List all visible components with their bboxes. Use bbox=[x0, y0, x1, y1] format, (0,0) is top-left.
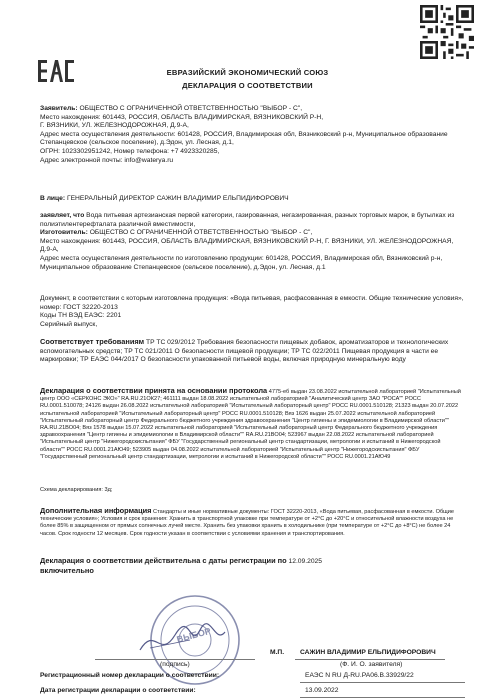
requirements-block bbox=[40, 338, 465, 365]
applicant-activity: Адрес места осуществления деятельности: 601428, РОССИЯ, Владимирская обл, Вязниковский р-н, Муниципальное образование Степанцевское (сельское поселение), д.Эдон, ул. Лесная, д.1, bbox=[40, 130, 448, 147]
maker-label: Изготовитель: bbox=[40, 229, 88, 237]
basis-text: 4775-еб выдан 23.08.2022 испытательной лабораторией "Испытательный центр ООО «СЕРКОНС ЭКО»" RA.RU.21ОК27; 461111 выдан 18.08.2022 испытательной лабораторией "Аналитический центр ЗАО "РОСА"" РОСС RU.0001.510078; 24126 выдан 26.08.2022 испытательной лабораторией "Испытательный лабораторный центр" РОСС RU.0001.510128; 21323 выдан 20.07.2022 испытательной лабораторией "Испытательный лабораторный центр" РОСС RU.0001.510128; Вяз 1626 выдан 25.07.2022 испытательной лабораторией "Испытательный лабораторный центр Федерального бюджетного учреждения здравоохранения "Центр гигиены и эпидемиологии в Владимирской области"" RA.RU.21ВО04; Вяз 1578 выдан 15.07.2022 испытательной лабораторией "Испытательный лабораторный центр Федерального бюджетного учреждения здравоохранения "Центр гигиены и эпидемиологии в Владимирской области"" RA.RU.21ВО04; 523967 выдан 22.08.2022 испытательной лабораторией "Испытательный центр "Нижегородскиспытания" ФБУ "Государственный региональный центр стандартизации, метрологии и испытаний в Нижегородской области"" РОСС RU.0001.21АЮ49; 523905 выдан 04.08.2022 испытательной лабораторией "Испытательный центр "Нижегородскиспытания" ФБУ "Государственный региональный центр стандартизации, метрологии и испытаний в Нижегородской области"" РОСС RU.0001.21АЮ49 bbox=[40, 389, 461, 460]
applicant-location: Место нахождения: 601443, РОССИЯ, ОБЛАСТЬ ВЛАДИМИРСКАЯ, ВЯЗНИКОВСКИЙ Р-Н, bbox=[40, 113, 324, 121]
signature-caption: (подпись) bbox=[160, 661, 190, 668]
applicant-location-2: Г. ВЯЗНИКИ, УЛ. ЖЕЛЕЗНОДОРОЖНАЯ, Д.9-А, bbox=[40, 122, 189, 130]
person-value: ГЕНЕРАЛЬНЫЙ ДИРЕКТОР САЖИН ВЛАДИМИР ЕЛЬПИДИФОРОВИЧ bbox=[66, 195, 289, 202]
maker-activity: Адрес места осуществления деятельности по изготовлению продукции: 601428, РОССИЯ, Владимирская обл, Вязниковский р-н, Муниципальное образование Степанцевское (сельское поселение), д.Эдон, ул. Лесная, д.1 bbox=[40, 254, 443, 271]
maker-name: ОБЩЕСТВО С ОГРАНИЧЕННОЙ ОТВЕТСТВЕННОСТЬЮ "ВЫБОР - С", bbox=[89, 229, 313, 237]
name-line bbox=[295, 659, 445, 660]
declares-label: заявляет, что bbox=[40, 212, 85, 219]
reg-date-label: Дата регистрации декларации о соответствии: bbox=[40, 687, 196, 694]
maker-location: Место нахождения: 601443, РОССИЯ, ОБЛАСТЬ ВЛАДИМИРСКАЯ, ВЯЗНИКОВСКИЙ Р-Н, Г. ВЯЗНИКИ, УЛ. ЖЕЛЕЗНОДОРОЖНАЯ, Д.9-А, bbox=[40, 237, 454, 254]
applicant-email: Адрес электронной почты: info@waterya.ru bbox=[40, 156, 174, 164]
reg-number-label: Регистрационный номер декларации о соответствии: bbox=[40, 672, 220, 679]
declares-text: Вода питьевая артезианская первой категории, газированная, негазированная, разных торговых марок, в бутылках из полиэтилентерефталата различной вместимости, bbox=[40, 212, 455, 228]
validity-tail: включительно bbox=[40, 565, 94, 575]
basis-label: Декларация о соответствии принята на основании протокола bbox=[40, 386, 268, 395]
person-label: В лице: bbox=[40, 195, 66, 202]
declares-block bbox=[40, 212, 465, 272]
reg-date: 13.09.2022 bbox=[305, 687, 339, 694]
additional-block bbox=[40, 507, 465, 538]
applicant-label: Заявитель: bbox=[40, 105, 78, 112]
person-block bbox=[40, 195, 465, 204]
name-caption: (Ф. И. О. заявителя) bbox=[340, 661, 403, 668]
union-title: ЕВРАЗИЙСКИЙ ЭКОНОМИЧЕСКИЙ СОЮЗ bbox=[166, 68, 329, 77]
additional-text: Стандарты и иные нормативные документы: ГОСТ 32220-2013, «Вода питьевая, расфасованная в емкости. Общие технические условия»; Условия и срок хранения: Хранить в транспортной упаковке при температуре от +2°С до +20°С и относительной влажности воздуха не более 85% в защищенном от прямых солнечных лучей месте. Хранить без упаковки хранить в холодильнике (при температуре от +2°С до +8°С) не более 24 часов. Срок годности 12 месяцев. Срок годности указан в соответствии с условиями хранения и транспортирования. bbox=[40, 509, 454, 537]
reg-date-line bbox=[300, 697, 465, 698]
additional-label: Дополнительная информация bbox=[40, 506, 152, 515]
signer-name: САЖИН ВЛАДИМИР ЕЛЬПИДИФОРОВИЧ bbox=[300, 649, 436, 656]
validity-label: Декларация о соответствии действительна с даты регистрации по bbox=[40, 556, 287, 565]
requirements-label: Соответствует требованиям bbox=[40, 337, 145, 346]
applicant-name: ОБЩЕСТВО С ОГРАНИЧЕННОЙ ОТВЕТСТВЕННОСТЬЮ "ВЫБОР - С", bbox=[79, 105, 303, 112]
applicant-block bbox=[40, 105, 465, 165]
document-codes: Коды ТН ВЭД ЕАЭС: 2201 bbox=[40, 312, 122, 320]
applicant-ogrn: ОГРН: 1023302951242, Номер телефона: +7 4923320285, bbox=[40, 147, 220, 155]
requirements-text: ТР ТС 029/2012 Требования безопасности пищевых добавок, ароматизаторов и технологических вспомогательных средств; ТР ТС 021/2011 О безопасности пищевой продукции; ТР ТС 022/2011 Пищевая продукция в части ее маркировки; ТР ЕАЭС 044/2017 О безопасности упакованной питьевой воды, включая природную минеральную воду bbox=[40, 339, 449, 364]
basis-block bbox=[40, 387, 465, 461]
doc-title: ДЕКЛАРАЦИЯ О СООТВЕТСТВИИ bbox=[182, 81, 313, 90]
document-serial: Серийный выпуск, bbox=[40, 320, 98, 328]
stamp-mp: М.П. bbox=[270, 649, 285, 656]
validity-date: 12.09.2025 bbox=[288, 558, 322, 565]
signature-line bbox=[95, 659, 255, 660]
document-block bbox=[40, 295, 465, 329]
reg-number-line bbox=[300, 682, 465, 683]
scheme: Схема декларирования: 3д; bbox=[40, 487, 113, 493]
validity-block bbox=[40, 557, 465, 575]
qr-code-icon bbox=[420, 5, 474, 59]
reg-number: ЕАЭС N RU Д-RU.РА06.В.33929/22 bbox=[305, 672, 414, 679]
signature-icon bbox=[130, 620, 230, 660]
seal-text: ВЫБОР bbox=[175, 625, 212, 645]
document-text: Документ, в соответствии с которым изготовлена продукция: «Вода питьевая, расфасованная в емкости. Общие технические условия», номер: ГОСТ 32220-2013 bbox=[40, 295, 464, 311]
